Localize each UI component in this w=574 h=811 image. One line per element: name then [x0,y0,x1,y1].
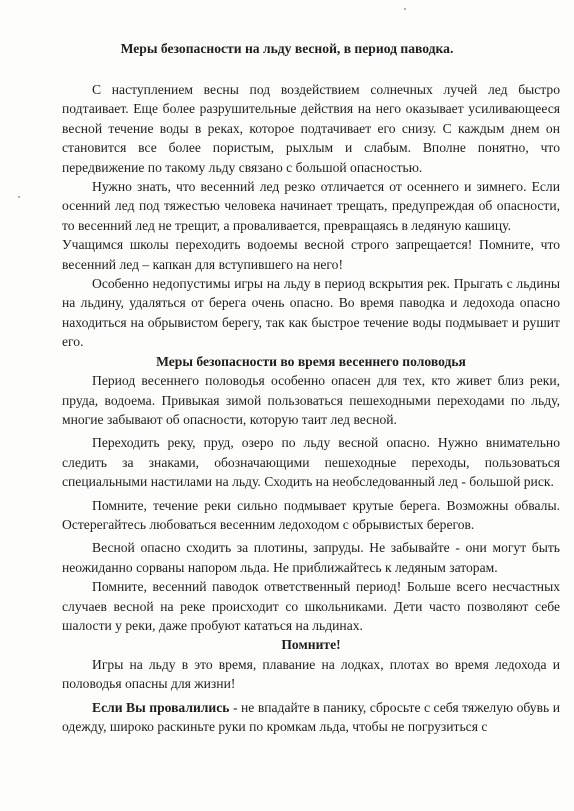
document-title: Меры безопасности на льду весной, в период паводка. [120,41,454,56]
paragraph-games: Особенно недопустимы игры на льду в период вскрытия рек. Прыгать с льдины на льдину, удаляться от берега очень опасно. Во время паводка и ледохода опасно находиться на обрывистом берегу, так как быстрое течение воды подмывает и рушит его. [62,276,560,350]
paragraph-remember: Игры на льду в это время, плавание на лодках, плотах во время ледохода и половодья опасны для жизни! [62,656,560,692]
remember-heading: Помните! [281,637,341,653]
paragraph-intro: С наступлением весны под воздействием солнечных лучей лед быстро подтаивает. Еще более разрушительные действия на него оказывает усиливающееся весной течение воды в реках, которое подтачивает его снизу. С каждым днем он становится все более пористым, рыхлым и слабым. Вполне понятно, что передвижение по такому льду связано с большой опасностью. [62,82,560,175]
document-body [62,80,560,736]
fall-through-text: - не впадайте в панику, сбросьте с себя тяжелую обувь и одежду, широко раскиньте руки по кромкам льда, чтобы не погрузиться с [62,699,560,734]
scan-speck [18,196,20,198]
paragraph-spring-ice: Нужно знать, что весенний лед резко отличается от осеннего и зимнего. Если осенний лед под тяжестью человека начинает трещать, предупреждая об опасности, то весенний лед не трещит, а проваливается, превращаясь в ледяную кашицу. [62,179,560,233]
paragraph-crossing: Переходить реку, пруд, озеро по льду весной опасно. Нужно внимательно следить за знаками, обозначающими пешеходные переходы, пользоваться специальными настилами на льду. Сходить на необследованный лед - большой риск. [62,435,560,490]
paragraph-responsible-period: Помните, весенний паводок ответственный период! Больше всего несчастных случаев весной на реке происходит со школьниками. Дети часто позволяют себе шалости у реки, даже пробуют кататься на льдинах. [62,579,560,633]
paragraph-warning: Учащимся школы переходить водоемы весной строго запрещается! Помните, что весенний лед – капкан для вступившего на него! [62,237,560,272]
paragraph-banks: Помните, течение реки сильно подмывает крутые берега. Возможны обвалы. Остерегайтесь любоваться весенним ледоходом с обрывистых берегов. [62,497,560,532]
scan-speck [404,8,406,10]
paragraph-dams: Весной опасно сходить за плотины, запруды. Не забывайте - они могут быть неожиданно сорваны напором льда. Не приближайтесь к ледяным заторам. [62,540,560,575]
fall-through-lead: Если Вы провалились [92,699,230,715]
paragraph-flood-period: Период весеннего половодья особенно опасен для тех, кто живет близ реки, пруда, водоема. Привыкая зимой пользоваться пешеходными переходами по льду, многие забывают об опасности, которую таит лед весной. [62,373,560,427]
section-heading: Меры безопасности во время весеннего половодья [156,353,466,369]
paragraph-fall-through [62,698,560,737]
